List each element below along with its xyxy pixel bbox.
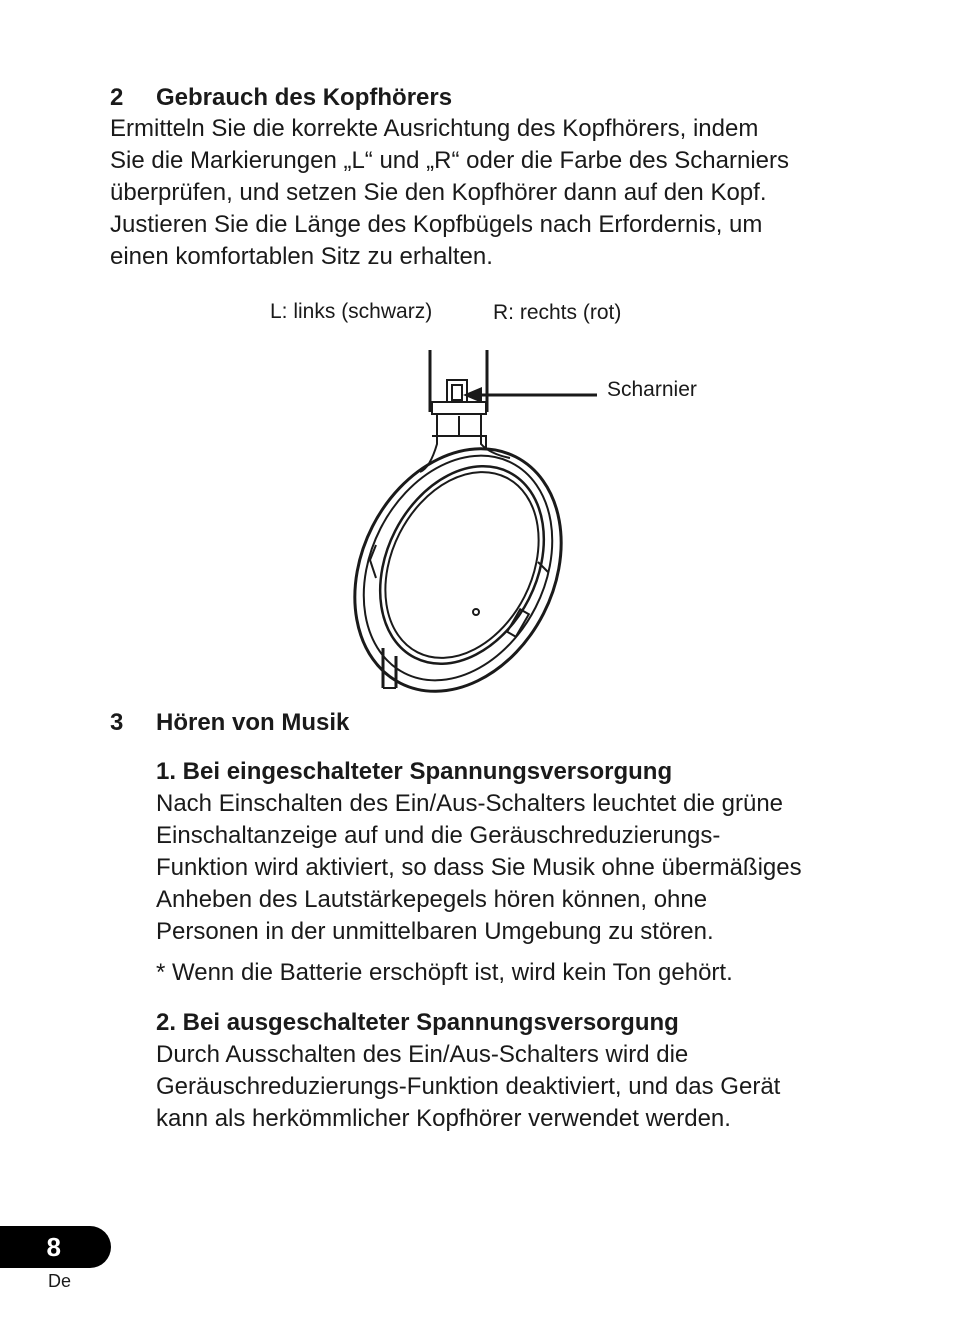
section-2-body	[110, 113, 789, 273]
section-2-line: einen komfortablen Sitz zu erhalten.	[110, 243, 493, 270]
subsection-2-line: Durch Ausschalten des Ein/Aus-Schalters wird die	[156, 1041, 689, 1068]
section-2-title: Gebrauch des Kopfhörers	[156, 84, 453, 111]
subsection-2-body	[156, 1039, 780, 1135]
section-2-line: überprüfen, und setzen Sie den Kopfhörer dann auf den Kopf.	[110, 179, 767, 206]
page-number: 8	[46, 1231, 61, 1262]
label-hinge: Scharnier	[607, 378, 697, 401]
label-left-black: L: links (schwarz)	[270, 300, 433, 323]
subsection-1-line: Anheben des Lautstärkepegels hören können, ohne	[156, 886, 708, 913]
subsection-2-line: Geräuschreduzierungs-Funktion deaktiviert, und das Gerät	[156, 1073, 781, 1100]
battery-note: * Wenn die Batterie erschöpft ist, wird kein Ton gehört.	[156, 959, 733, 986]
subsection-2-title: 2. Bei ausgeschalteter Spannungsversorgung	[156, 1009, 679, 1036]
page-number-tab	[0, 1226, 111, 1268]
subsection-1-line: Nach Einschalten des Ein/Aus-Schalters leuchtet die grüne	[156, 790, 784, 817]
label-right-red: R: rechts (rot)	[493, 301, 622, 324]
headphone-illustration	[340, 345, 620, 695]
section-3-title: Hören von Musik	[156, 709, 350, 736]
subsection-power-off	[156, 1007, 780, 1135]
subsection-1-body	[156, 788, 802, 948]
subsection-1-title: 1. Bei eingeschalteter Spannungsversorgung	[156, 758, 673, 785]
subsection-2-line: kann als herkömmlicher Kopfhörer verwendet werden.	[156, 1105, 731, 1132]
section-3-number: 3	[110, 709, 124, 736]
subsection-1-line: Einschaltanzeige auf und die Geräuschreduzierungs-	[156, 822, 721, 849]
subsection-power-on	[156, 756, 802, 948]
section-2-number: 2	[110, 84, 124, 111]
subsection-1-line: Funktion wird aktiviert, so dass Sie Musik ohne übermäßiges	[156, 854, 802, 881]
section-2-line: Sie die Markierungen „L“ und „R“ oder die Farbe des Scharniers	[110, 147, 789, 174]
subsection-1-line: Personen in der unmittelbaren Umgebung zu stören.	[156, 918, 714, 945]
section-2-line: Ermitteln Sie die korrekte Ausrichtung des Kopfhörers, indem	[110, 115, 759, 142]
section-2-line: Justieren Sie die Länge des Kopfbügels nach Erfordernis, um	[110, 211, 763, 238]
language-code: De	[48, 1271, 72, 1291]
